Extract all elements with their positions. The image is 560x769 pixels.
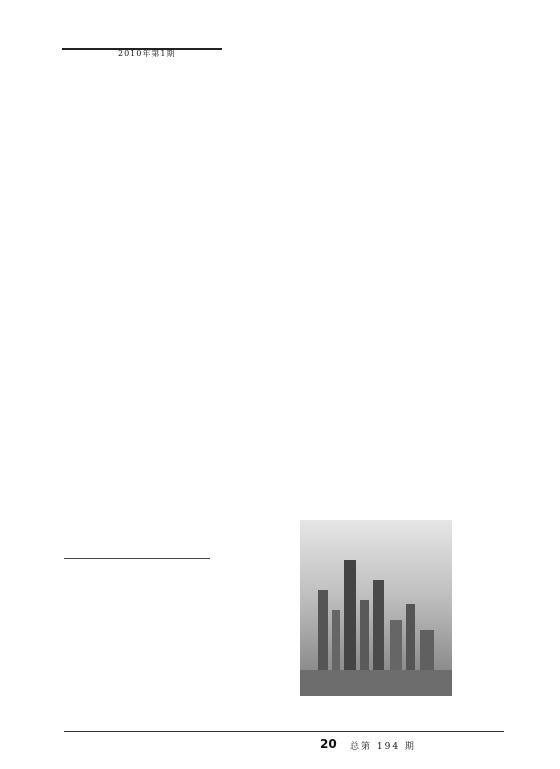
section-heading [64, 558, 210, 593]
page-footer [0, 715, 560, 769]
footer-divider [64, 731, 504, 732]
text-column-2 [224, 68, 370, 538]
column-logo [62, 14, 222, 50]
page-number: 20 [320, 737, 337, 751]
issue-total: 总第 194 期 [350, 742, 416, 752]
skyline-illustration [300, 520, 452, 696]
issue-label: 2010年第1期 [118, 49, 176, 58]
page-header [0, 0, 560, 70]
city-skyline-photo [300, 520, 452, 696]
text-column-1 [64, 68, 210, 708]
